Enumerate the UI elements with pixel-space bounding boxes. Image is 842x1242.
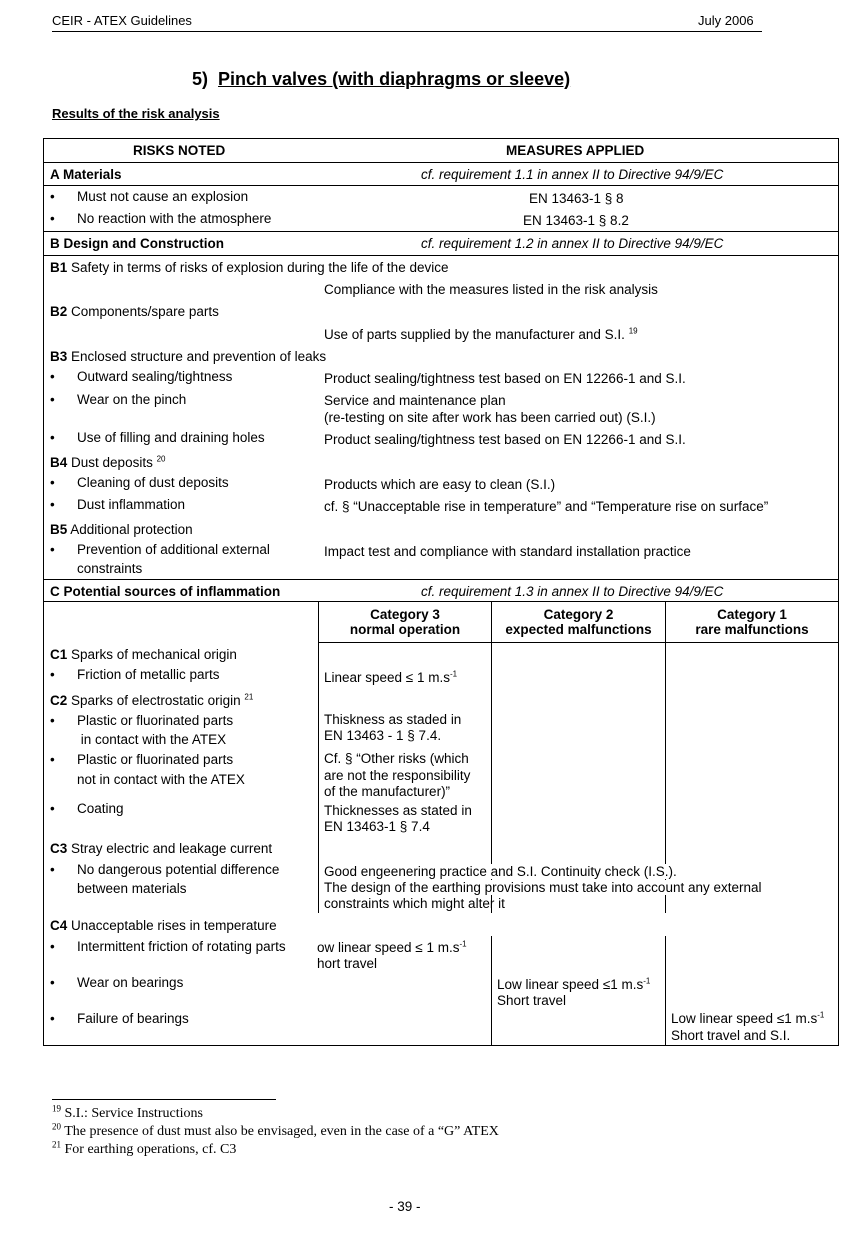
header-left: CEIR - ATEX Guidelines	[52, 13, 192, 28]
b3-measure-3: Product sealing/tightness test based on EN 12266-1 and S.I.	[324, 432, 686, 447]
section-a-title: A Materials	[50, 167, 122, 182]
bullet: •	[50, 392, 55, 407]
c2-risk-3: Coating	[77, 801, 124, 816]
c4-risk-1: Intermittent friction of rotating parts	[77, 939, 286, 954]
b2-measure: Use of parts supplied by the manufacturer and S.I. $^{19}$	[324, 326, 638, 342]
a-measure-1: EN 13463-1 § 8	[529, 191, 624, 206]
b3-heading: B3 Enclosed structure and prevention of leaks	[50, 349, 327, 364]
section-b-title: B Design and Construction	[50, 236, 225, 251]
b1-heading: B1 Safety in terms of risks of explosion during the life of the device	[50, 260, 449, 275]
c4-measure-1a: ow linear speed ≤ 1 $m.s^{-1}$	[317, 939, 467, 955]
bullet: •	[50, 1011, 55, 1026]
c2-heading: C2 Sparks of electrostatic origin $^{21}$	[50, 692, 254, 708]
c3-risk-1b: between materials	[77, 881, 187, 896]
c2-measure-2a: Cf. § “Other risks (which	[324, 751, 469, 766]
bullet: •	[50, 713, 55, 728]
c2-risk-2b: not in contact with the ATEX	[77, 772, 245, 787]
b5-risk-1a: Prevention of additional external	[77, 542, 270, 557]
c2-measure-2b: are not the responsibility	[324, 768, 471, 783]
c4-measure-1b: hort travel	[317, 956, 378, 971]
c2-measure-2c: of the manufacturer)”	[324, 784, 451, 799]
a-risk-2: No reaction with the atmosphere	[77, 211, 272, 226]
b5-heading: B5 Additional protection	[50, 522, 193, 537]
section-b-ref: cf. requirement 1.2 in annex II to Directive 94/9/EC	[421, 236, 724, 251]
c2-risk-2a: Plastic or fluorinated parts	[77, 752, 234, 767]
bullet: •	[50, 497, 55, 512]
page-number: - 39 -	[389, 1199, 421, 1214]
bullet: •	[50, 211, 55, 226]
c4-measure-2b: Short travel	[497, 993, 567, 1008]
title-text: Pinch valves (with diaphragms or sleeve)	[218, 69, 571, 89]
c3-risk-1a: No dangerous potential difference	[77, 862, 280, 877]
b1-measure: Compliance with the measures listed in the risk analysis	[324, 282, 658, 297]
b4-risk-2: Dust inflammation	[77, 497, 186, 512]
b4-heading: B4 Dust deposits $^{20}$	[50, 454, 166, 470]
c1-risk-1: Friction of metallic parts	[77, 667, 220, 682]
bullet: •	[50, 667, 55, 682]
col-risks-header: RISKS NOTED	[133, 143, 226, 158]
page-title	[192, 69, 570, 90]
subtitle: Results of the risk analysis	[52, 106, 220, 121]
c2-measure-1a: Thiskness as staded in	[324, 712, 462, 727]
footnote-21: $^{21}$ For earthing operations, cf. C3	[52, 1139, 237, 1157]
section-a-ref: cf. requirement 1.1 in annex II to Directive 94/9/EC	[421, 167, 724, 182]
c4-measure-3b: Short travel and S.I.	[671, 1028, 791, 1043]
bullet: •	[50, 189, 55, 204]
c1-heading: C1 Sparks of mechanical origin	[50, 647, 237, 662]
c2-measure-3a: Thicknesses as stated in	[324, 803, 472, 818]
bullet: •	[50, 862, 55, 877]
b4-risk-1: Cleaning of dust deposits	[77, 475, 229, 490]
c4-heading: C4 Unacceptable rises in temperature	[50, 918, 277, 933]
footnote-19: $^{19}$ S.I.: Service Instructions	[52, 1103, 203, 1121]
category-1-header: Category 1 rare malfunctions	[695, 607, 809, 637]
b3-risk-3: Use of filling and draining holes	[77, 430, 265, 445]
b3-measure-2a: Service and maintenance plan	[324, 393, 506, 408]
b5-measure-1: Impact test and compliance with standard installation practice	[324, 544, 691, 559]
c4-measure-3a: Low linear speed ≤1 $m.s^{-1}$	[671, 1010, 825, 1026]
footnote-20: $^{20}$ The presence of dust must also be envisaged, even in the case of a “G” ATEX	[52, 1121, 499, 1139]
category-3-header: Category 3 normal operation	[349, 607, 461, 637]
c2-measure-3b: EN 13463-1 § 7.4	[324, 819, 430, 834]
footnote-rule	[52, 1099, 276, 1100]
bullet: •	[50, 475, 55, 490]
bullet: •	[50, 801, 55, 816]
bullet: •	[50, 430, 55, 445]
c3-measure-1b: The design of the earthing provisions must take into account any external	[324, 880, 766, 895]
b4-measure-1: Products which are easy to clean (S.I.)	[324, 477, 556, 492]
section-c-ref: cf. requirement 1.3 in annex II to Directive 94/9/EC	[421, 584, 724, 599]
c4-risk-2: Wear on bearings	[77, 975, 184, 990]
b3-measure-2b: (re-testing on site after work has been carried out) (S.I.)	[324, 410, 656, 425]
category-2-header: Category 2 expected malfunctions	[505, 607, 652, 637]
b2-heading: B2 Components/spare parts	[50, 304, 219, 319]
c4-risk-3: Failure of bearings	[77, 1011, 189, 1026]
c2-risk-1b: in contact with the ATEX	[77, 732, 227, 747]
b3-measure-1: Product sealing/tightness test based on EN 12266-1 and S.I.	[324, 371, 686, 386]
c2-risk-1a: Plastic or fluorinated parts	[77, 713, 234, 728]
c1-measure-1: Linear speed ≤ 1 $m.s^{-1}$	[324, 669, 458, 685]
bullet: •	[50, 752, 55, 767]
c2-measure-1b: EN 13463 - 1 § 7.4.	[324, 728, 442, 743]
bullet: •	[50, 369, 55, 384]
b3-risk-1: Outward sealing/tightness	[77, 369, 233, 384]
a-measure-2: EN 13463-1 § 8.2	[523, 213, 629, 228]
bullet: •	[50, 542, 55, 557]
bullet: •	[50, 939, 55, 954]
section-c-title: C Potential sources of inflammation	[50, 584, 281, 599]
a-risk-1: Must not cause an explosion	[77, 189, 249, 204]
c4-measure-2a: Low linear speed ≤1 $m.s^{-1}$	[497, 976, 651, 992]
b5-risk-1b: constraints	[77, 561, 143, 576]
header-right: July 2006	[698, 13, 754, 28]
c3-measure-1c: constraints which might alter it	[324, 896, 505, 911]
c3-heading: C3 Stray electric and leakage current	[50, 841, 273, 856]
header-rule	[52, 31, 762, 32]
b3-risk-2: Wear on the pinch	[77, 392, 187, 407]
col-measures-header: MEASURES APPLIED	[506, 143, 645, 158]
b4-measure-2: cf. § “Unacceptable rise in temperature” and “Temperature rise on surface”	[324, 499, 769, 514]
c3-measure-1a: Good engeenering practice and S.I. Continuity check (I.S.).	[324, 864, 681, 879]
title-number: 5)	[192, 69, 209, 89]
bullet: •	[50, 975, 55, 990]
